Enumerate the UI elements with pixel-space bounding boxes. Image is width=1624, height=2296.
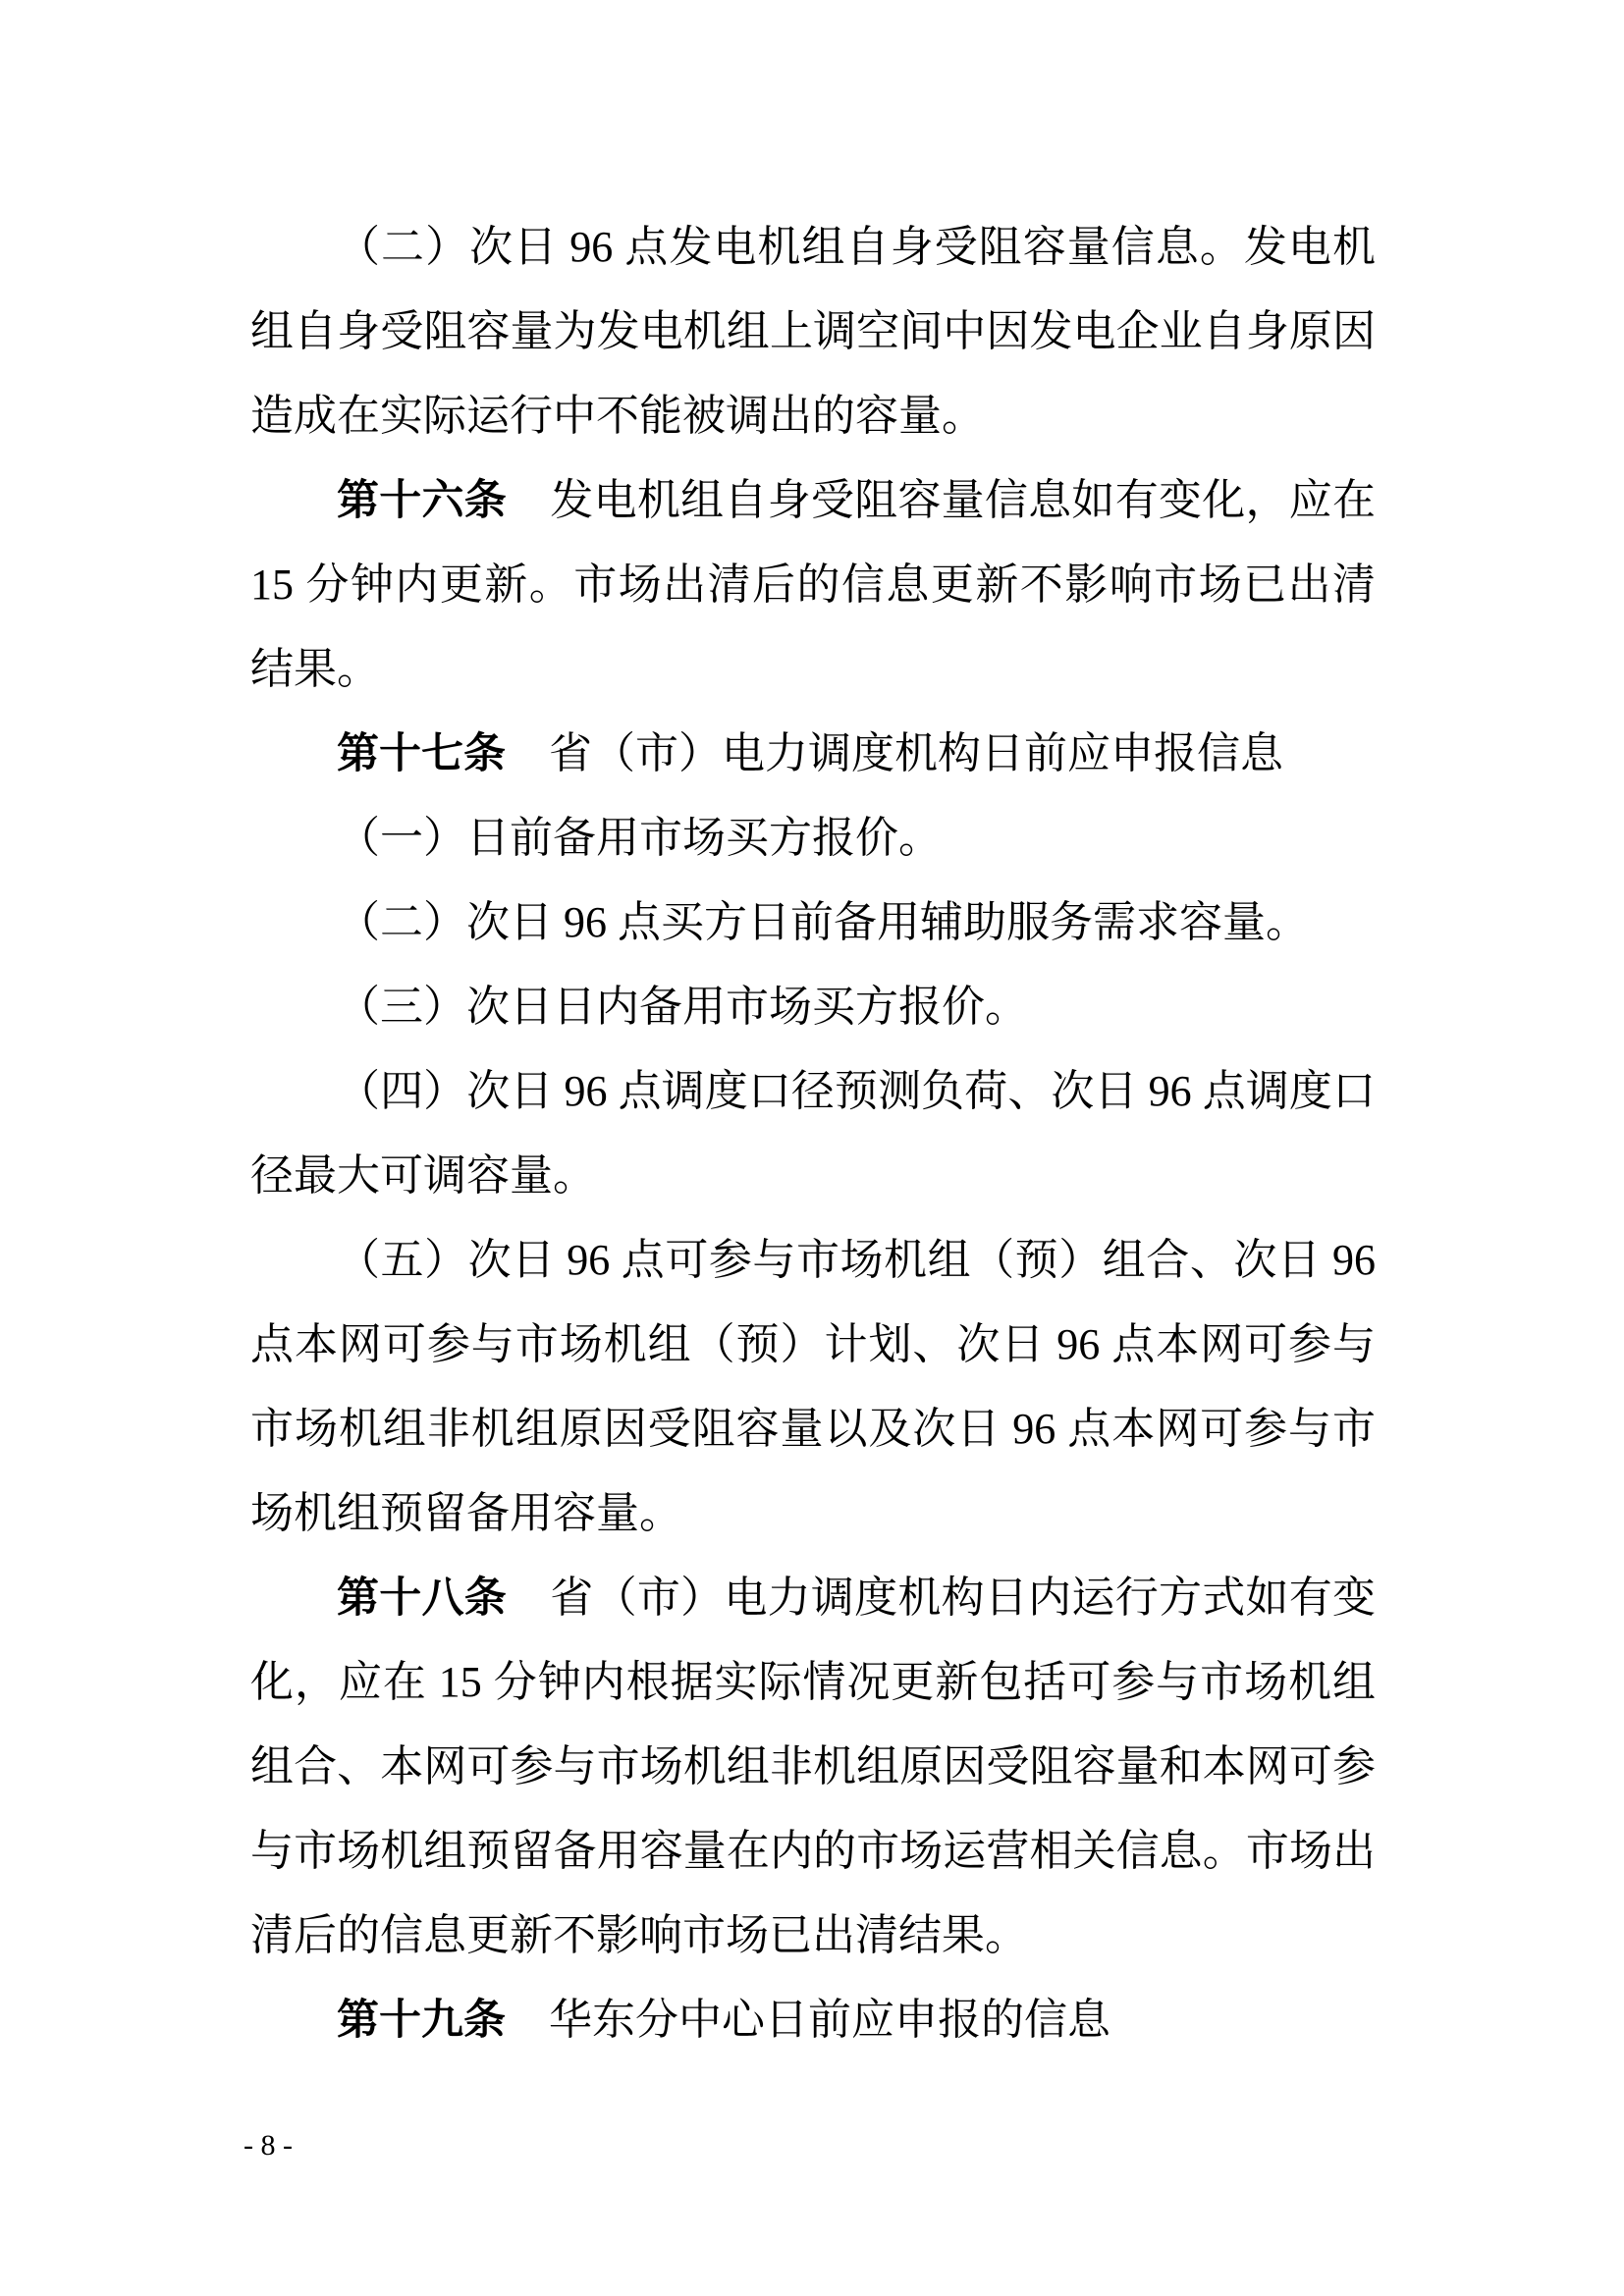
paragraph-text: （三）次日日内备用市场买方报价。 [337, 983, 1028, 1031]
paragraph-text: （四）次日 96 点调度口径预测负荷、次日 96 点调度口径最大可调容量。 [250, 1067, 1376, 1200]
paragraph-text: 华东分中心日前应申报的信息 [506, 1996, 1110, 2044]
paragraph [250, 712, 1376, 796]
paragraph [250, 965, 1376, 1049]
paragraph-text: （一）日前备用市场买方报价。 [337, 814, 942, 862]
paragraph [250, 1049, 1376, 1218]
paragraph [250, 1978, 1376, 2062]
paragraph-text: 省（市）电力调度机构日前应申报信息 [506, 729, 1283, 777]
paragraph [250, 205, 1376, 458]
paragraph-text: （二）次日 96 点发电机组自身受阻容量信息。发电机组自身受阻容量为发电机组上调空间中因发电企业自身原因造成在实际运行中不能被调出的容量。 [250, 223, 1376, 440]
article-number: 第十九条 [337, 1997, 506, 2044]
paragraph-text: （二）次日 96 点买方日前备用辅助服务需求容量。 [337, 898, 1309, 946]
paragraph [250, 1556, 1376, 1978]
paragraph [250, 458, 1376, 712]
page-number: - 8 - [244, 2129, 293, 2162]
paragraph-text: 省（市）电力调度机构日内运行方式如有变化，应在 15 分钟内根据实际情况更新包括可参与市场机组组合、本网可参与市场机组非机组原因受阻容量和本网可参与市场机组预留备用容量在内的市场运营相关信息。市场出清后的信息更新不影响市场已出清结果。 [250, 1574, 1377, 1959]
document-body [250, 205, 1376, 2062]
article-number: 第十六条 [337, 477, 508, 524]
paragraph-text: 发电机组自身受阻容量信息如有变化，应在 15 分钟内更新。市场出清后的信息更新不影响市场已出清结果。 [250, 476, 1377, 693]
article-number: 第十七条 [337, 730, 506, 777]
paragraph [250, 796, 1376, 881]
paragraph-text: （五）次日 96 点可参与市场机组（预）组合、次日 96 点本网可参与市场机组（预）计划、次日 96 点本网可参与市场机组非机组原因受阻容量以及次日 96 点本网可参与市场机组预留备用容量。 [250, 1236, 1376, 1537]
paragraph [250, 881, 1376, 965]
paragraph [250, 1218, 1376, 1556]
article-number: 第十八条 [337, 1575, 508, 1622]
